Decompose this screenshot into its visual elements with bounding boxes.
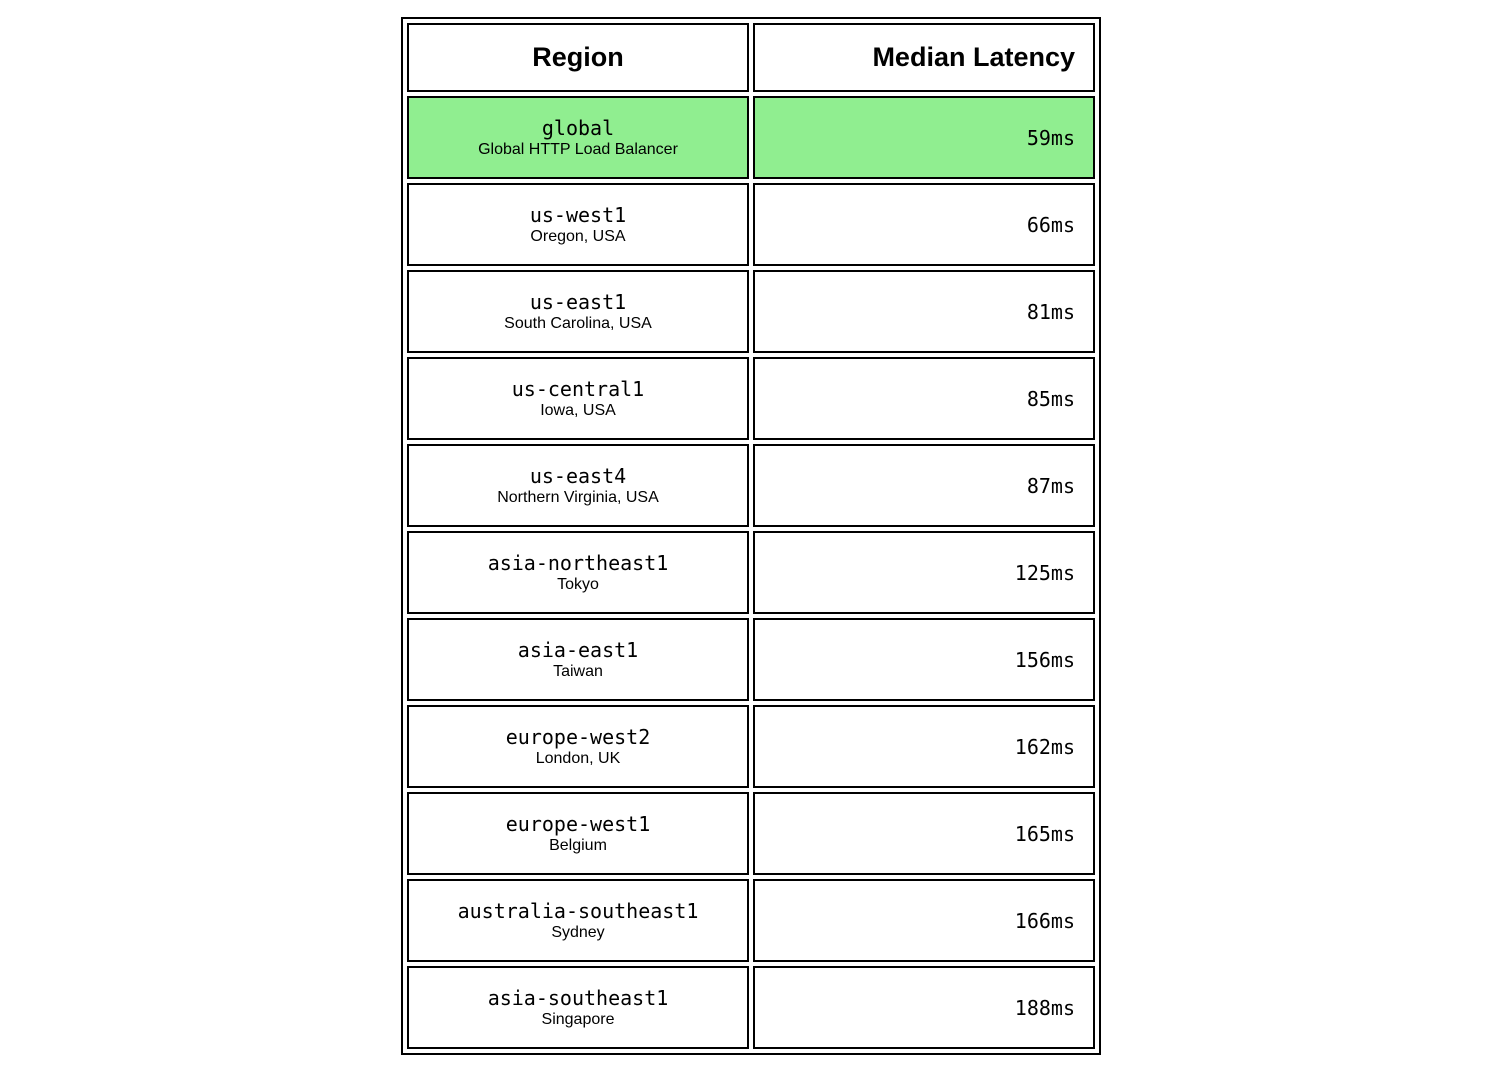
region-description: Taiwan	[553, 662, 603, 680]
region-description: Global HTTP Load Balancer	[478, 140, 678, 158]
table-row	[407, 705, 1095, 788]
region-description: Iowa, USA	[540, 401, 616, 419]
latency-value: 66ms	[753, 183, 1095, 266]
region-description: Singapore	[541, 1010, 615, 1028]
table-row	[407, 96, 1095, 179]
region-code: europe-west1	[505, 811, 651, 836]
region-cell	[407, 183, 749, 266]
region-description: South Carolina, USA	[504, 314, 652, 332]
median-latency-column-header: Median Latency	[753, 23, 1095, 92]
table-body	[407, 96, 1095, 1049]
table-row	[407, 879, 1095, 962]
region-description: London, UK	[535, 749, 621, 767]
latency-value: 81ms	[753, 270, 1095, 353]
region-code: us-east4	[529, 463, 627, 488]
latency-table-container	[401, 17, 1101, 1055]
latency-value: 156ms	[753, 618, 1095, 701]
region-cell	[407, 792, 749, 875]
latency-table	[401, 17, 1101, 1055]
table-row	[407, 270, 1095, 353]
region-cell	[407, 96, 749, 179]
latency-value: 165ms	[753, 792, 1095, 875]
table-row	[407, 357, 1095, 440]
region-cell	[407, 705, 749, 788]
region-description: Northern Virginia, USA	[497, 488, 659, 506]
region-code: us-west1	[529, 202, 627, 227]
region-code: asia-southeast1	[487, 985, 669, 1010]
table-row	[407, 966, 1095, 1049]
region-cell	[407, 618, 749, 701]
latency-value: 188ms	[753, 966, 1095, 1049]
latency-value: 162ms	[753, 705, 1095, 788]
region-code: asia-east1	[517, 637, 639, 662]
latency-value: 87ms	[753, 444, 1095, 527]
latency-value: 85ms	[753, 357, 1095, 440]
region-cell	[407, 444, 749, 527]
region-code: asia-northeast1	[487, 550, 669, 575]
region-cell	[407, 357, 749, 440]
region-description: Tokyo	[557, 575, 599, 593]
region-code: australia-southeast1	[457, 898, 699, 923]
region-code: europe-west2	[505, 724, 651, 749]
region-description: Belgium	[549, 836, 607, 854]
region-code: global	[541, 115, 615, 140]
region-description: Oregon, USA	[530, 227, 626, 245]
table-row	[407, 531, 1095, 614]
table-row	[407, 792, 1095, 875]
region-cell	[407, 966, 749, 1049]
latency-value: 59ms	[753, 96, 1095, 179]
latency-value: 125ms	[753, 531, 1095, 614]
latency-value: 166ms	[753, 879, 1095, 962]
region-code: us-east1	[529, 289, 627, 314]
table-row	[407, 618, 1095, 701]
region-cell	[407, 531, 749, 614]
table-row	[407, 183, 1095, 266]
region-cell	[407, 270, 749, 353]
region-column-header: Region	[407, 23, 749, 92]
table-header-row	[407, 23, 1095, 92]
table-row	[407, 444, 1095, 527]
region-code: us-central1	[511, 376, 645, 401]
region-cell	[407, 879, 749, 962]
region-description: Sydney	[551, 923, 605, 941]
